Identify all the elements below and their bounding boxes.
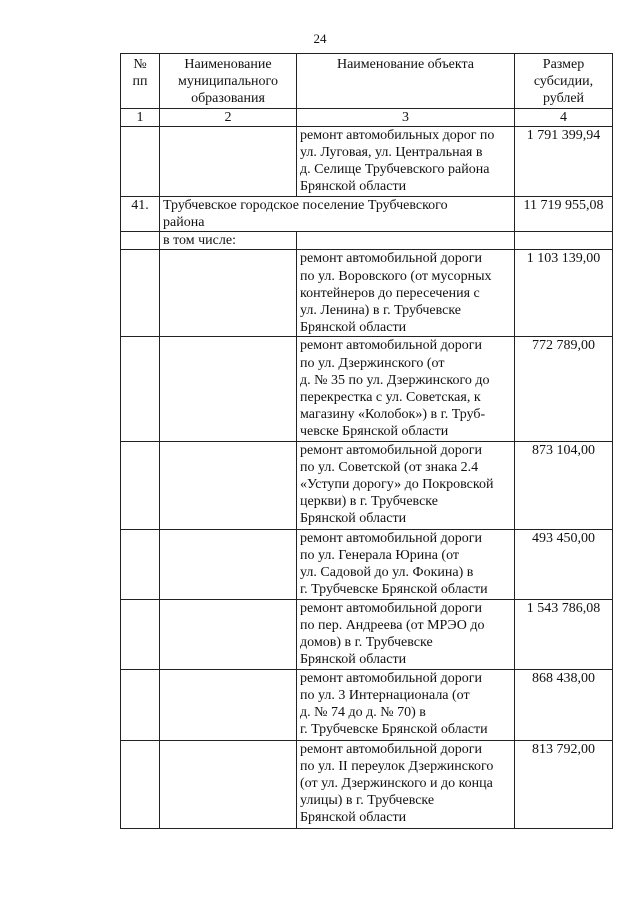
row-number-cell xyxy=(121,740,160,828)
row-municipality-cell xyxy=(160,740,297,828)
header-number: № пп xyxy=(121,54,160,109)
row-amount: 873 104,00 xyxy=(515,441,613,529)
row-number-cell xyxy=(121,337,160,441)
row-municipality-cell xyxy=(160,599,297,669)
row-municipality-cell xyxy=(160,441,297,529)
row-amount: 1 791 399,94 xyxy=(515,126,613,196)
row-number-cell xyxy=(121,126,160,196)
row-amount: 813 792,00 xyxy=(515,740,613,828)
table-row xyxy=(121,599,613,669)
row-number-cell xyxy=(121,669,160,740)
row-amount: 493 450,00 xyxy=(515,529,613,599)
header-subsidy: Размер субсидии, рублей xyxy=(515,54,613,109)
row-municipality-cell xyxy=(160,669,297,740)
row-object: ремонт автомобильной дороги по пер. Андреева (от МРЭО до домов) в г. Трубчевске Брянской области xyxy=(297,599,515,669)
row-municipality-cell xyxy=(160,529,297,599)
row-object: ремонт автомобильной дороги по ул. II переулок Дзержинского (от ул. Дзержинского и до конца улицы) в г. Трубчевске Брянской области xyxy=(297,740,515,828)
row-object: ремонт автомобильной дороги по ул. Советской (от знака 2.4 «Уступи дорогу» до Покровской церкви) в г. Трубчевске Брянской области xyxy=(297,441,515,529)
row-amount: 11 719 955,08 xyxy=(515,196,613,231)
table-row xyxy=(121,337,613,441)
page-number: 24 xyxy=(313,31,327,46)
table-row xyxy=(121,529,613,599)
row-object: ремонт автомобильной дороги по ул. 3 Интернационала (от д. № 74 до д. № 70) в г. Трубчевске Брянской области xyxy=(297,669,515,740)
table-row xyxy=(121,441,613,529)
row-number-cell xyxy=(121,441,160,529)
row-municipality-cell xyxy=(160,337,297,441)
column-index: 3 xyxy=(297,108,515,126)
empty-cell xyxy=(297,232,515,250)
column-index-row xyxy=(121,108,613,126)
empty-cell xyxy=(515,232,613,250)
row-municipality-cell xyxy=(160,126,297,196)
column-index: 1 xyxy=(121,108,160,126)
row-object: ремонт автомобильных дорог по ул. Луговая, ул. Центральная в д. Селище Трубчевского района Брянской области xyxy=(297,126,515,196)
header-object: Наименование объекта xyxy=(297,54,515,109)
row-number-cell xyxy=(121,250,160,337)
column-index: 2 xyxy=(160,108,297,126)
table-row xyxy=(121,126,613,196)
row-number-cell xyxy=(121,599,160,669)
table-row-41 xyxy=(121,196,613,231)
header-municipality: Наименование муниципального образования xyxy=(160,54,297,109)
row-amount: 772 789,00 xyxy=(515,337,613,441)
row-amount: 868 438,00 xyxy=(515,669,613,740)
including-row xyxy=(121,232,613,250)
row-amount: 1 543 786,08 xyxy=(515,599,613,669)
subsidy-table xyxy=(120,53,613,829)
row-municipality: Трубчевское городское поселение Трубчевского района xyxy=(160,196,515,231)
table-header-row xyxy=(121,54,613,109)
row-number-cell xyxy=(121,232,160,250)
table-row xyxy=(121,669,613,740)
row-object: ремонт автомобильной дороги по ул. Воровского (от мусорных контейнеров до пересечения с ул. Ленина) в г. Трубчевске Брянской области xyxy=(297,250,515,337)
row-object: ремонт автомобильной дороги по ул. Дзержинского (от д. № 35 по ул. Дзержинского до перекрестка с ул. Советская, к магазину «Колобок») в г. Труб- чевске Брянской области xyxy=(297,337,515,441)
table-row xyxy=(121,740,613,828)
row-municipality-cell xyxy=(160,250,297,337)
row-number: 41. xyxy=(121,196,160,231)
including-label: в том числе: xyxy=(160,232,297,250)
row-number-cell xyxy=(121,529,160,599)
column-index: 4 xyxy=(515,108,613,126)
table-row xyxy=(121,250,613,337)
row-amount: 1 103 139,00 xyxy=(515,250,613,337)
row-object: ремонт автомобильной дороги по ул. Генерала Юрина (от ул. Садовой до ул. Фокина) в г. Трубчевске Брянской области xyxy=(297,529,515,599)
